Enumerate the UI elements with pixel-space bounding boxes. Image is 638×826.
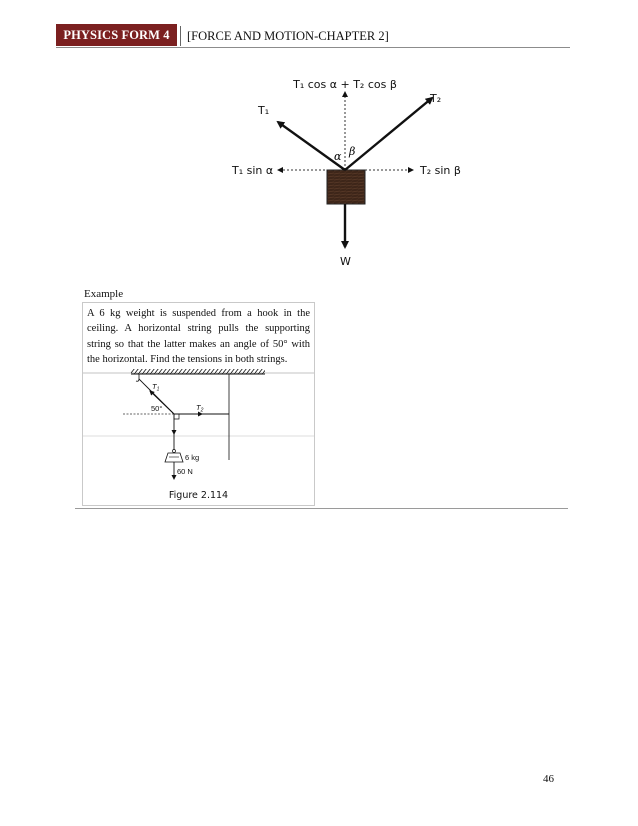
vertical-component-label: T₁ cos α + T₂ cos β	[293, 78, 397, 91]
example-problem: A 6 kg weight is suspended from a hook in the ceiling. A horizontal string pulls the supporting string so that the latter makes an angle of 50° with the horizontal. Find the tensions in both strings.	[87, 308, 310, 366]
fig-angle-label: 50°	[151, 404, 163, 413]
example-heading: Example	[84, 288, 124, 300]
hook	[136, 374, 139, 381]
example-figure	[83, 368, 314, 488]
force-diagram	[220, 70, 480, 270]
header-rule	[56, 47, 570, 48]
fig-mass-label: 6 kg	[185, 453, 200, 462]
ceiling	[131, 369, 265, 374]
page-header	[56, 24, 570, 48]
fig-weight-label: 60 N	[177, 467, 193, 476]
page-number: 46	[543, 773, 554, 785]
alpha-label: α	[334, 150, 342, 163]
t2-arrow	[345, 98, 432, 170]
horizontal-right-label: T₂ sin β	[420, 164, 461, 177]
weight-6kg	[165, 453, 183, 462]
figure-caption: Figure 2.114	[168, 490, 229, 501]
fig-t1-label: $T_1$	[152, 382, 160, 393]
example-box	[82, 302, 315, 506]
t1-label: T₁	[258, 104, 270, 117]
fig-t2-label: $T_2$	[196, 403, 204, 414]
weight-label: W	[340, 255, 351, 268]
beta-label: β	[349, 145, 356, 158]
header-separator	[180, 26, 181, 46]
horizontal-left-label: T₁ sin α	[232, 164, 274, 177]
chapter-title: [FORCE AND MOTION-CHAPTER 2]	[187, 29, 389, 43]
t2-label: T₂	[430, 92, 442, 105]
subject-tag: PHYSICS FORM 4	[56, 24, 177, 46]
right-angle-mark	[174, 414, 179, 419]
hanging-block	[327, 170, 365, 204]
section-rule	[75, 508, 568, 509]
